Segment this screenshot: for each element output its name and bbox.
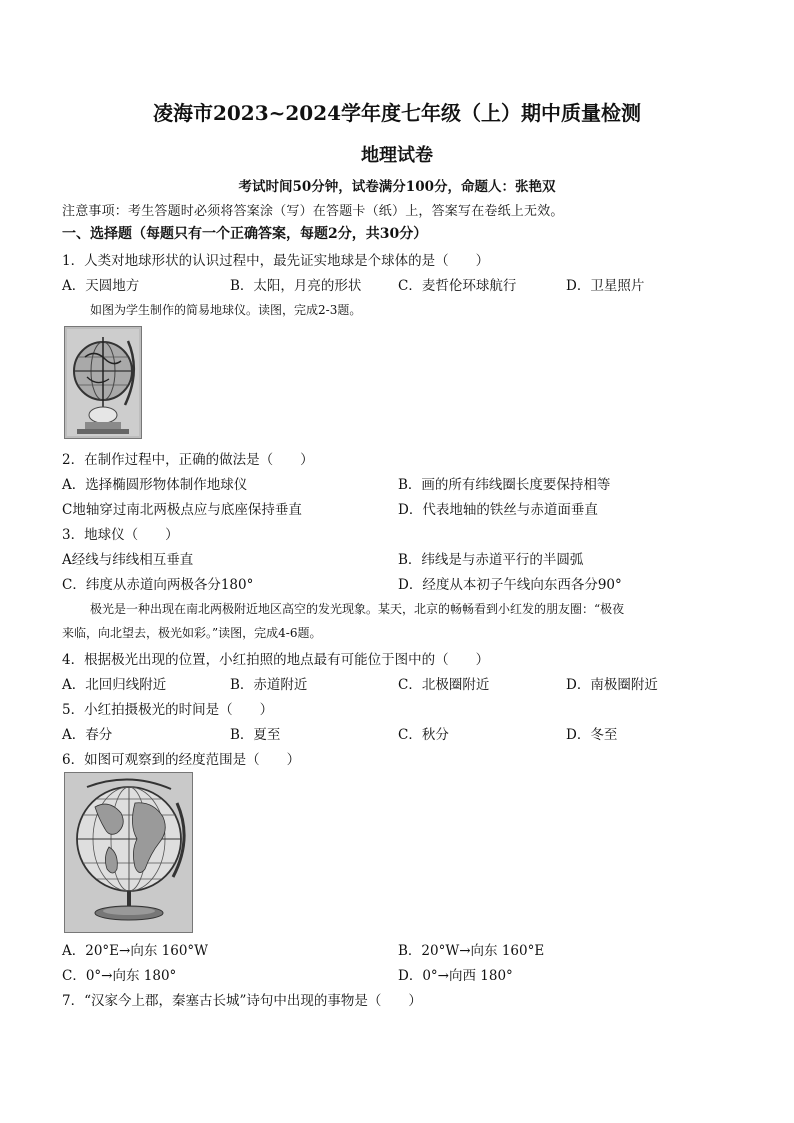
question-1-stem: 1．人类对地球形状的认识过程中，最先证实地球是个球体的是（ ） xyxy=(62,253,490,269)
question-6-option-d: D．0°→向西 180° xyxy=(398,968,513,984)
question-5-option-d: D．冬至 xyxy=(566,727,618,743)
question-7-stem: 7．“汉家今上郡，秦塞古长城”诗句中出现的事物是（ ） xyxy=(62,993,422,1009)
question-1-option-c: C．麦哲伦环球航行 xyxy=(398,278,517,294)
question-4-option-c: C．北极圈附近 xyxy=(398,677,490,693)
question-5-option-a: A．春分 xyxy=(62,727,113,743)
question-1-option-a: A．天圆地方 xyxy=(62,278,140,294)
question-6-option-a: A．20°E→向东 160°W xyxy=(62,943,209,959)
exam-subtitle: 地理试卷 xyxy=(361,145,433,166)
globe-icon xyxy=(65,773,192,932)
question-6-stem: 6．如图可观察到的经度范围是（ ） xyxy=(62,752,301,768)
question-1-option-b: B．太阳，月亮的形状 xyxy=(230,278,362,294)
section-heading: 一、选择题（每题只有一个正确答案，每题2分，共30分） xyxy=(62,226,428,242)
question-4-option-d: D．南极圈附近 xyxy=(566,677,658,693)
intro-questions-4-6-line2: 来临，向北望去，极光如彩。”读图，完成4-6题。 xyxy=(62,626,322,640)
question-6-option-b: B．20°W→向东 160°E xyxy=(398,943,545,959)
question-3-option-b: B．纬线是与赤道平行的半圆弧 xyxy=(398,552,584,568)
question-2-option-c: C地轴穿过南北两极点应与底座保持垂直 xyxy=(62,502,302,518)
question-2-option-b: B．画的所有纬线圈长度要保持相等 xyxy=(398,477,611,493)
intro-questions-2-3: 如图为学生制作的简易地球仪。读图，完成2-3题。 xyxy=(90,303,362,317)
question-4-option-b: B．赤道附近 xyxy=(230,677,308,693)
handmade-globe-photo xyxy=(64,326,142,439)
intro-questions-4-6-line1: 极光是一种出现在南北两极附近地区高空的发光现象。某天，北京的畅畅看到小红发的朋友圈：“极夜 xyxy=(90,602,625,616)
globe-photo xyxy=(64,772,193,933)
question-1-option-d: D．卫星照片 xyxy=(566,278,645,294)
question-6-option-c: C．0°→向东 180° xyxy=(62,968,177,984)
question-3-option-a: A经线与纬线相互垂直 xyxy=(62,552,194,568)
question-5-option-c: C．秋分 xyxy=(398,727,449,743)
exam-info: 考试时间50分钟，试卷满分100分，命题人：张艳双 xyxy=(238,179,556,195)
question-2-option-a: A．选择椭圆形物体制作地球仪 xyxy=(62,477,248,493)
question-2-option-d: D．代表地轴的铁丝与赤道面垂直 xyxy=(398,502,598,518)
question-5-stem: 5．小红拍摄极光的时间是（ ） xyxy=(62,702,274,718)
question-2-stem: 2．在制作过程中，正确的做法是（ ） xyxy=(62,452,314,468)
exam-notice: 注意事项：考生答题时必须将答案涂（写）在答题卡（纸）上，答案写在卷纸上无效。 xyxy=(62,204,564,219)
question-4-option-a: A．北回归线附近 xyxy=(62,677,167,693)
question-4-stem: 4．根据极光出现的位置，小红拍照的地点最有可能位于图中的（ ） xyxy=(62,652,490,668)
question-3-stem: 3．地球仪（ ） xyxy=(62,527,179,543)
exam-title: 凌海市2023~2024学年度七年级（上）期中质量检测 xyxy=(152,101,642,125)
question-5-option-b: B．夏至 xyxy=(230,727,281,743)
globe-icon xyxy=(65,327,141,438)
question-3-option-c: C．纬度从赤道向两极各分180° xyxy=(62,577,254,593)
question-3-option-d: D．经度从本初子午线向东西各分90° xyxy=(398,577,622,593)
